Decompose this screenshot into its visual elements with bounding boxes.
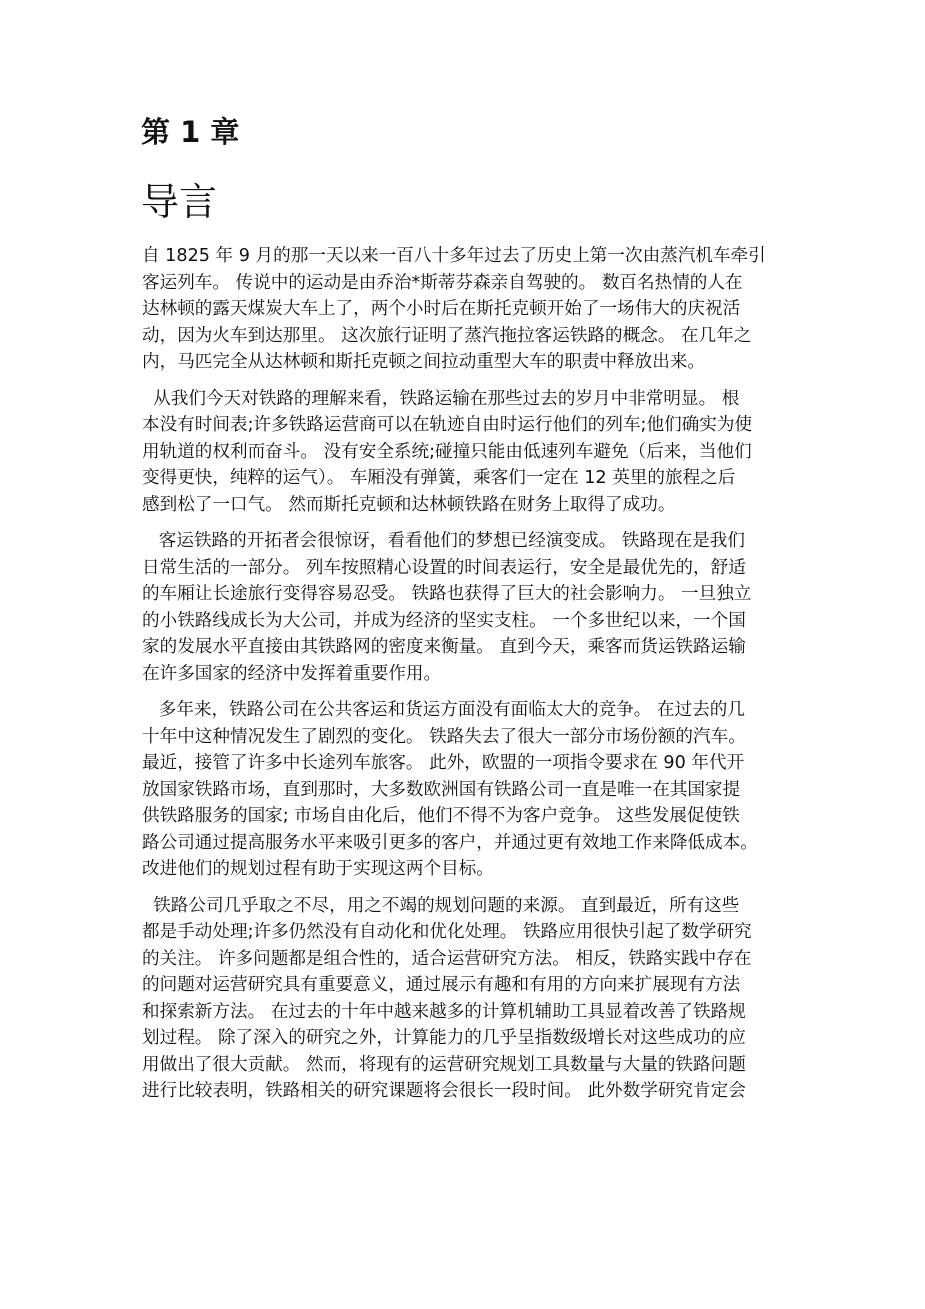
paragraph-line: 路公司通过提高服务水平来吸引更多的客户，并通过更有效地工作来降低成本。 bbox=[142, 832, 758, 853]
paragraph-line: 十年中这种情况发生了剧烈的变化。 铁路失去了很大一部分市场份额的汽车。 bbox=[142, 726, 746, 747]
paragraph-line: 动，因为火车到达那里。 这次旅行证明了蒸汽拖拉客运铁路的概念。 在几年之 bbox=[142, 325, 752, 346]
paragraph-line: 自 1825 年 9 月的那一天以来一百八十多年过去了历史上第一次由蒸汽机车牵引 bbox=[142, 246, 766, 266]
chapter-title: 导言 bbox=[141, 180, 218, 224]
paragraph-line: 的关注。 许多问题都是组合性的，适合运营研究方法。 相反，铁路实践中存在 bbox=[142, 948, 752, 969]
paragraph-line: 和探索新方法。 在过去的十年中越来越多的计算机辅助工具显着改善了铁路规 bbox=[142, 1001, 746, 1022]
paragraph-line: 供铁路服务的国家; 市场自由化后，他们不得不为客户竞争。 这些发展促使铁 bbox=[142, 806, 740, 826]
paragraph-line: 客运列车。 传说中的运动是由乔治*斯蒂芬森亲自驾驶的。 数百名热情的人在 bbox=[142, 272, 743, 293]
paragraph-line: 在许多国家的经济中发挥着重要作用。 bbox=[142, 663, 442, 684]
paragraph bbox=[142, 243, 804, 376]
paragraph-line: 家的发展水平直接由其铁路网的密度来衡量。 直到今天，乘客而货运铁路运输 bbox=[142, 637, 746, 657]
paragraph-line: 进行比较表明，铁路相关的研究课题将会很长一段时间。 此外数学研究肯定会 bbox=[142, 1081, 746, 1101]
paragraph bbox=[142, 528, 804, 687]
paragraph-line: 改进他们的规划过程有助于实现这两个目标。 bbox=[142, 859, 494, 879]
paragraph-line: 的小铁路线成长为大公司，并成为经济的坚实支柱。 一个多世纪以来，一个国 bbox=[142, 610, 746, 631]
paragraph-line: 多年来，铁路公司在公共客运和货运方面没有面临太大的竞争。 在过去的几 bbox=[142, 700, 745, 720]
paragraph bbox=[142, 697, 804, 883]
paragraph-line: 用轨道的权利而奋斗。 没有安全系统;碰撞只能由低速列车避免（后来，当他们 bbox=[142, 441, 752, 462]
paragraph-line: 客运铁路的开拓者会很惊讶，看看他们的梦想已经演变成。 铁路现在是我们 bbox=[142, 531, 745, 551]
paragraph-line: 内，马匹完全从达林顿和斯托克顿之间拉动重型大车的职责中释放出来。 bbox=[142, 352, 706, 372]
paragraph-line: 铁路公司几乎取之不尽，用之不竭的规划问题的来源。 直到最近，所有这些 bbox=[142, 895, 740, 916]
paragraph-line: 都是手动处理;许多仍然没有自动化和优化处理。 铁路应用很快引起了数学研究 bbox=[142, 922, 752, 942]
paragraph bbox=[142, 893, 804, 1105]
paragraph-line: 变得更快，纯粹的运气）。 车厢没有弹簧，乘客们一定在 12 英里的旅程之后 bbox=[142, 468, 736, 488]
chapter-body bbox=[142, 243, 804, 1115]
paragraph-line: 感到松了一口气。 然而斯托克顿和达林顿铁路在财务上取得了成功。 bbox=[142, 494, 676, 515]
paragraph-line: 本没有时间表;许多铁路运营商可以在轨迹自由时运行他们的列车;他们确实为使 bbox=[142, 415, 753, 435]
paragraph-line: 放国家铁路市场，直到那时，大多数欧洲国有铁路公司一直是唯一在其国家提 bbox=[142, 779, 741, 800]
paragraph-line: 最近，接管了许多中长途列车旅客。 此外，欧盟的一项指令要求在 90 年代开 bbox=[142, 753, 745, 773]
paragraph-line: 用做出了很大贡献。 然而，将现有的运营研究规划工具数量与大量的铁路问题 bbox=[142, 1054, 746, 1075]
paragraph-line: 划过程。 除了深入的研究之外，计算能力的几乎呈指数级增长对这些成功的应 bbox=[142, 1028, 746, 1048]
paragraph-line: 的问题对运营研究具有重要意义，通过展示有趣和有用的方向来扩展现有方法 bbox=[142, 975, 741, 995]
chapter-label: 第 1 章 bbox=[141, 115, 240, 149]
paragraph-line: 的车厢让长途旅行变得容易忍受。 铁路也获得了巨大的社会影响力。 一旦独立 bbox=[142, 584, 752, 604]
paragraph-line: 日常生活的一部分。 列车按照精心设置的时间表运行，安全是最优先的，舒适 bbox=[142, 557, 746, 578]
paragraph-line: 达林顿的露天煤炭大车上了，两个小时后在斯托克顿开始了一场伟大的庆祝活 bbox=[142, 299, 741, 319]
paragraph bbox=[142, 386, 804, 519]
paragraph-line: 从我们今天对铁路的理解来看，铁路运输在那些过去的岁月中非常明显。 根 bbox=[142, 388, 740, 409]
